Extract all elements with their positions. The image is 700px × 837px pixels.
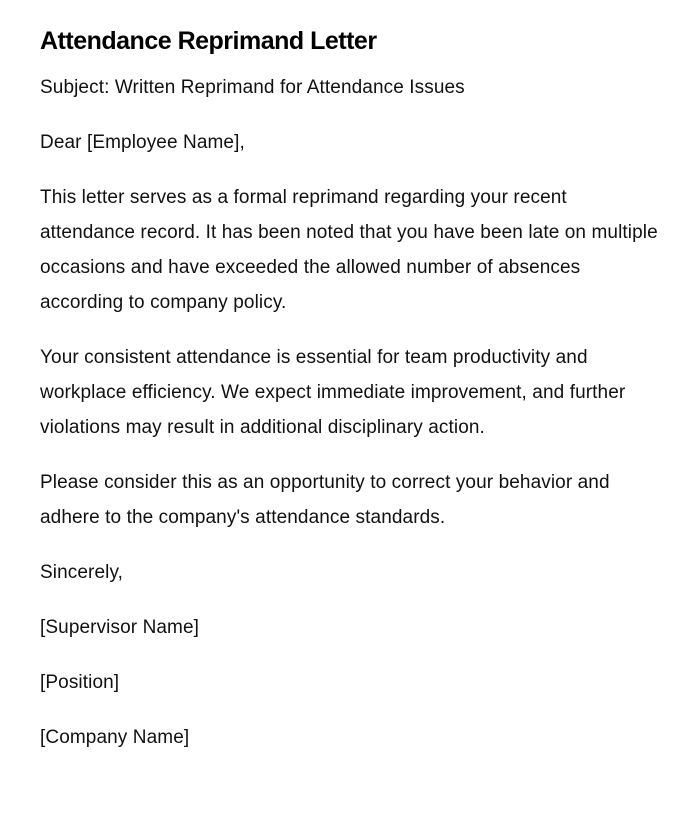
body-paragraph-2: Your consistent attendance is essential for team productivity and workplace efficiency. We expect immediate improvement, and further violations may result in additional disciplinary action.	[40, 347, 626, 438]
signature-company: [Company Name]	[40, 727, 190, 748]
subject-line: Subject: Written Reprimand for Attendance Issues	[40, 77, 465, 98]
body-paragraph-1: This letter serves as a formal reprimand regarding your recent attendance record. It has been noted that you have been late on multiple occasions and have exceeded the allowed number of absences according to company policy.	[40, 187, 658, 313]
closing: Sincerely,	[40, 562, 124, 583]
salutation: Dear [Employee Name],	[40, 132, 245, 153]
signature-position: [Position]	[40, 672, 120, 693]
document-title: Attendance Reprimand Letter	[40, 27, 377, 55]
signature-name: [Supervisor Name]	[40, 617, 200, 638]
body-paragraph-3: Please consider this as an opportunity to correct your behavior and adhere to the company's attendance standards.	[40, 472, 610, 528]
